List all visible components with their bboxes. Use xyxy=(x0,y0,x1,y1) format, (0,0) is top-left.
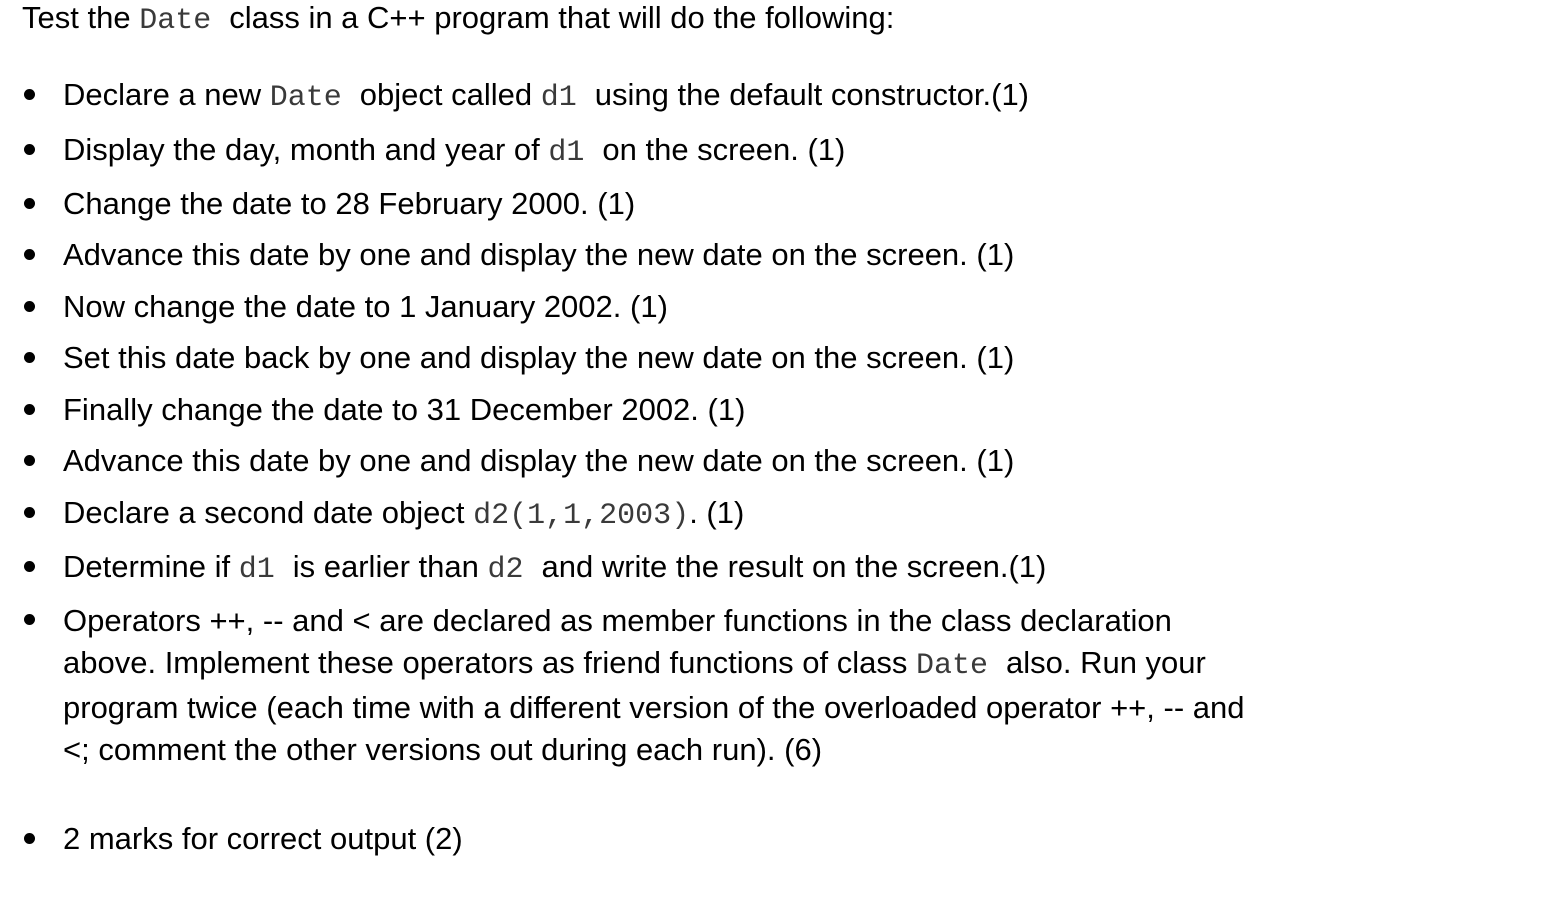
code-d1: d1 xyxy=(548,136,585,170)
code-d1: d1 xyxy=(540,81,577,115)
task-text: Finally change the date to 31 December 2002. (1) xyxy=(63,392,746,427)
bullet-icon xyxy=(24,89,35,100)
code-date: Date xyxy=(269,81,342,115)
bullet-icon xyxy=(24,614,35,625)
task-text xyxy=(63,130,845,173)
task-text-part: . (1) xyxy=(689,495,745,530)
task-text: Advance this date by one and display the new date on the screen. (1) xyxy=(63,443,1015,478)
task-text xyxy=(63,600,1263,770)
bullet-icon xyxy=(24,404,35,415)
code-d1: d1 xyxy=(238,553,275,587)
task-text-part: Operators ++, -- and < are declared as member functions in the class declaration above. Implement these operators as friend functions of class xyxy=(63,603,1172,680)
task-text-part: is earlier than xyxy=(292,549,488,584)
task-text-part: Determine if xyxy=(63,549,239,584)
task-text-part: also. Run your program twice (each time with a different version of the overloaded operator ++, -- and <; comment the other versions out during each run). (6) xyxy=(63,644,1245,767)
bullet-icon xyxy=(24,144,35,155)
task-text-part: Declare a new xyxy=(63,77,270,112)
code-date: Date xyxy=(915,648,988,683)
task-text: Now change the date to 1 January 2002. (1) xyxy=(63,289,668,324)
task-text: Set this date back by one and display the new date on the screen. (1) xyxy=(63,340,1015,375)
task-text: Change the date to 28 February 2000. (1) xyxy=(63,186,636,221)
task-text-part: object called xyxy=(359,77,541,112)
code-d2-constructor: d2(1,1,2003) xyxy=(473,499,690,533)
bullet-icon xyxy=(24,561,35,572)
bullet-icon xyxy=(24,507,35,518)
bullet-icon xyxy=(24,455,35,466)
intro-paragraph xyxy=(22,0,894,41)
task-text: 2 marks for correct output (2) xyxy=(63,821,463,856)
task-text-part: and write the result on the screen.(1) xyxy=(541,549,1047,584)
task-text xyxy=(63,75,1029,118)
bullet-icon xyxy=(24,352,35,363)
intro-code-date: Date xyxy=(139,4,212,38)
task-text-part: Display the day, month and year of xyxy=(63,132,549,167)
intro-text-before: Test the xyxy=(22,0,140,35)
bullet-icon xyxy=(24,249,35,260)
task-text-part: using the default constructor.(1) xyxy=(594,77,1030,112)
code-d2: d2 xyxy=(487,553,524,587)
task-text xyxy=(63,493,744,536)
task-text-part: on the screen. (1) xyxy=(602,132,846,167)
bullet-icon xyxy=(24,198,35,209)
bullet-icon xyxy=(24,833,35,844)
task-text: Advance this date by one and display the new date on the screen. (1) xyxy=(63,237,1015,272)
bullet-icon xyxy=(24,301,35,312)
intro-text-after: class in a C++ program that will do the following: xyxy=(229,0,895,35)
task-text xyxy=(63,547,1046,590)
task-text-part: Declare a second date object xyxy=(63,495,474,530)
